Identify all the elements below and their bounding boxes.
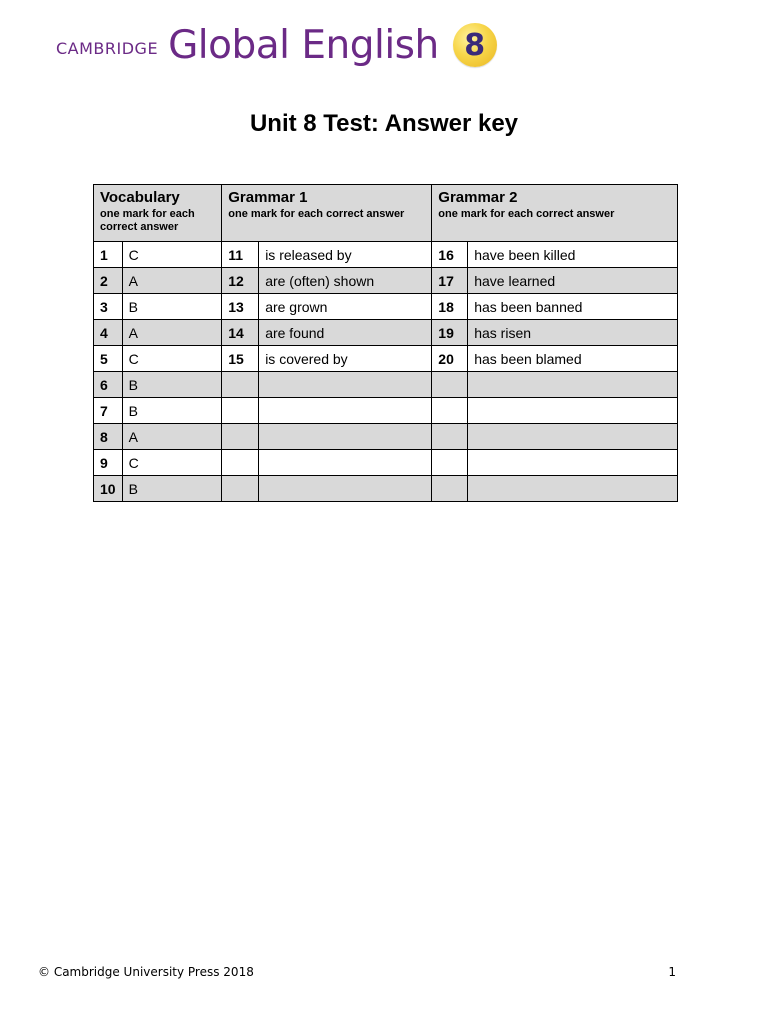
question-number <box>222 476 259 502</box>
answer-cell <box>259 398 432 424</box>
table-row <box>94 398 678 424</box>
answer-cell: has been banned <box>468 294 678 320</box>
answer-cell: A <box>122 268 222 294</box>
answer-cell <box>468 450 678 476</box>
question-number <box>222 424 259 450</box>
answer-cell <box>468 476 678 502</box>
answer-cell: has risen <box>468 320 678 346</box>
header-grammar-2: Grammar 2 one mark for each correct answer <box>432 185 678 242</box>
answer-cell: are grown <box>259 294 432 320</box>
answer-cell: B <box>122 476 222 502</box>
header-grammar-1: Grammar 1 one mark for each correct answer <box>222 185 432 242</box>
question-number <box>222 450 259 476</box>
answer-key-table <box>93 184 678 502</box>
table-row <box>94 294 678 320</box>
answer-cell: B <box>122 294 222 320</box>
question-number: 8 <box>94 424 123 450</box>
question-number: 19 <box>432 320 468 346</box>
question-number <box>432 476 468 502</box>
question-number <box>432 424 468 450</box>
answer-cell <box>259 424 432 450</box>
question-number: 3 <box>94 294 123 320</box>
question-number <box>432 450 468 476</box>
table-row <box>94 476 678 502</box>
question-number <box>432 372 468 398</box>
table-row <box>94 268 678 294</box>
question-number: 11 <box>222 242 259 268</box>
question-number: 15 <box>222 346 259 372</box>
header-vocabulary: Vocabulary one mark for each correct answer <box>94 185 222 242</box>
brand-cambridge: CAMBRIDGE <box>56 38 159 58</box>
answer-cell: have learned <box>468 268 678 294</box>
table-row <box>94 372 678 398</box>
answer-cell <box>468 424 678 450</box>
question-number: 20 <box>432 346 468 372</box>
question-number: 4 <box>94 320 123 346</box>
answer-cell: are found <box>259 320 432 346</box>
question-number: 2 <box>94 268 123 294</box>
answer-cell: is covered by <box>259 346 432 372</box>
page-title: Unit 8 Test: Answer key <box>249 110 519 137</box>
answer-cell: is released by <box>259 242 432 268</box>
question-number: 12 <box>222 268 259 294</box>
answer-cell: B <box>122 398 222 424</box>
question-number: 17 <box>432 268 468 294</box>
table-row <box>94 424 678 450</box>
answer-cell: A <box>122 424 222 450</box>
answer-cell: have been killed <box>468 242 678 268</box>
level-badge: 8 <box>453 23 497 67</box>
answer-cell <box>468 398 678 424</box>
answer-cell: has been blamed <box>468 346 678 372</box>
copyright: © Cambridge University Press 2018 <box>38 965 254 979</box>
answer-cell <box>259 372 432 398</box>
answer-cell: are (often) shown <box>259 268 432 294</box>
question-number <box>432 398 468 424</box>
answer-cell <box>259 476 432 502</box>
question-number: 10 <box>94 476 123 502</box>
page-number: 1 <box>668 965 676 979</box>
header-logo <box>56 18 497 72</box>
answer-cell <box>259 450 432 476</box>
brand-title: Global English <box>168 22 439 68</box>
answer-cell: C <box>122 346 222 372</box>
answer-cell <box>468 372 678 398</box>
table-row <box>94 320 678 346</box>
question-number: 14 <box>222 320 259 346</box>
answer-cell: C <box>122 450 222 476</box>
answer-cell: C <box>122 242 222 268</box>
answer-cell: A <box>122 320 222 346</box>
table-row <box>94 450 678 476</box>
question-number: 18 <box>432 294 468 320</box>
table-row <box>94 242 678 268</box>
table-row <box>94 346 678 372</box>
question-number <box>222 372 259 398</box>
answer-cell: B <box>122 372 222 398</box>
question-number: 6 <box>94 372 123 398</box>
question-number: 9 <box>94 450 123 476</box>
question-number: 5 <box>94 346 123 372</box>
question-number: 1 <box>94 242 123 268</box>
question-number: 13 <box>222 294 259 320</box>
question-number <box>222 398 259 424</box>
question-number: 7 <box>94 398 123 424</box>
question-number: 16 <box>432 242 468 268</box>
